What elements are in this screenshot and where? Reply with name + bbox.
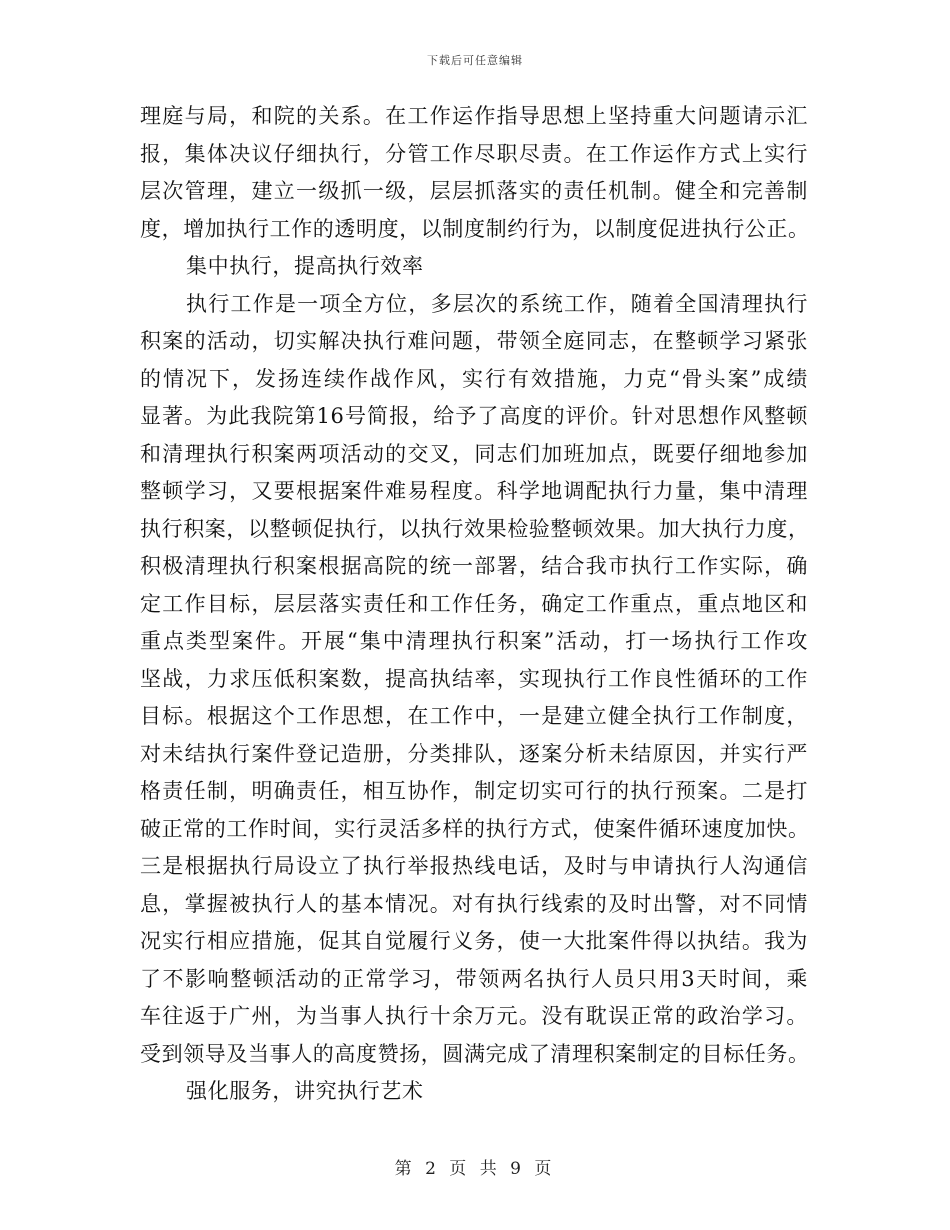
text-line: 理庭与局，和院的关系。在工作运作指导思想上坚持重大问题请示汇 bbox=[140, 104, 808, 128]
text-line: 的情况下，发扬连续作战作风，实行有效措施，力克“骨头案”成绩 bbox=[140, 366, 808, 391]
text-line: 受到领导及当事人的高度赞扬，圆满完成了清理积案制定的目标任务。 bbox=[140, 1041, 810, 1066]
text-line: 定工作目标，层层落实责任和工作任务，确定工作重点，重点地区和 bbox=[140, 591, 808, 616]
text-line: 坚战，力求压低积案数，提高执结率，实现执行工作良性循环的工作 bbox=[140, 666, 808, 691]
section-heading: 集中执行，提高执行效率 bbox=[186, 254, 424, 278]
text-line: 格责任制，明确责任，相互协作，制定切实可行的执行预案。二是打 bbox=[140, 779, 808, 803]
text-line: 破正常的工作时间，实行灵活多样的执行方式，使案件循环速度加快。 bbox=[140, 816, 810, 841]
text-line: 三是根据执行局设立了执行举报热线电话，及时与申请执行人沟通信 bbox=[140, 854, 808, 878]
text-line: 报，集体决议仔细执行，分管工作尽职尽责。在工作运作方式上实行 bbox=[140, 141, 808, 166]
text-line: 积案的活动，切实解决执行难问题，带领全庭同志，在整顿学习紧张 bbox=[140, 329, 808, 353]
text-line: 执行工作是一项全方位，多层次的系统工作，随着全国清理执行 bbox=[186, 291, 808, 316]
text-line: 对未结执行案件登记造册，分类排队，逐案分析未结原因，并实行严 bbox=[140, 741, 808, 766]
page-header: 下载后可任意编辑 bbox=[427, 54, 523, 67]
text-line: 积极清理执行积案根据高院的统一部署，结合我市执行工作实际，确 bbox=[140, 554, 808, 578]
text-line: 目标。根据这个工作思想，在工作中，一是建立健全执行工作制度， bbox=[140, 704, 808, 728]
text-line: 层次管理，建立一级抓一级，层层抓落实的责任机制。健全和完善制 bbox=[140, 179, 808, 203]
text-line: 车往返于广州，为当事人执行十余万元。没有耽误正常的政治学习。 bbox=[140, 1004, 808, 1028]
text-line: 了不影响整顿活动的正常学习，带领两名执行人员只用3天时间，乘 bbox=[140, 966, 808, 991]
text-line: 显著。为此我院第16号简报，给予了高度的评价。针对思想作风整顿 bbox=[140, 404, 808, 428]
text-line: 执行积案，以整顿促执行，以执行效果检验整顿效果。加大执行力度， bbox=[140, 516, 810, 541]
text-line: 度，增加执行工作的透明度，以制度制约行为，以制度促进执行公正。 bbox=[140, 216, 810, 241]
text-line: 整顿学习，又要根据案件难易程度。科学地调配执行力量，集中清理 bbox=[140, 479, 808, 503]
text-line: 和清理执行积案两项活动的交叉，同志们加班加点，既要仔细地参加 bbox=[140, 441, 808, 466]
section-heading: 强化服务，讲究执行艺术 bbox=[186, 1079, 424, 1103]
document-body bbox=[140, 98, 808, 1111]
page-number: 第 2 页 共 9 页 bbox=[394, 1159, 556, 1179]
text-line: 息，掌握被执行人的基本情况。对有执行线索的及时出警，对不同情 bbox=[140, 891, 808, 916]
text-line: 重点类型案件。开展“集中清理执行积案”活动，打一场执行工作攻 bbox=[140, 629, 808, 653]
text-line: 况实行相应措施，促其自觉履行义务，使一大批案件得以执结。我为 bbox=[140, 929, 808, 953]
